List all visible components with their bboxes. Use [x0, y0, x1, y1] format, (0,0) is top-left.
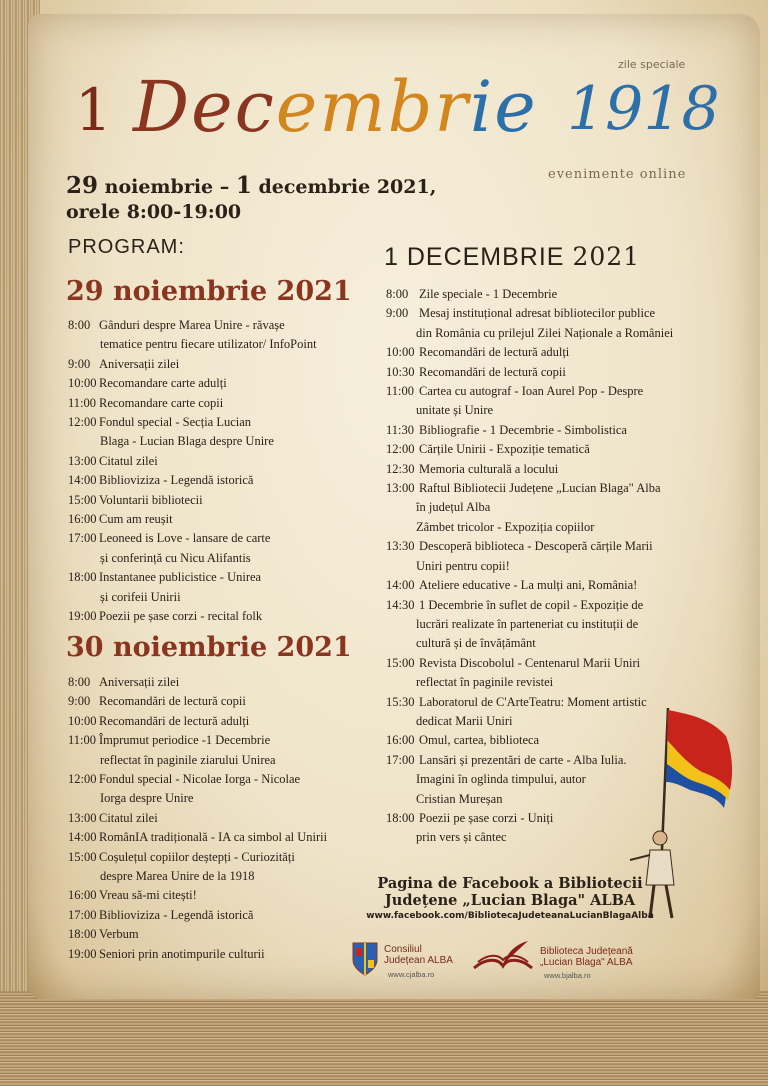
schedule-time: 19:00: [68, 946, 97, 961]
schedule-time: 13:30: [386, 539, 415, 554]
schedule-item: [68, 731, 368, 770]
schedule-item: [386, 537, 736, 576]
figure-arm: [630, 855, 650, 860]
schedule-title: RomânIA tradițională - IA ca simbol al Unirii: [99, 830, 328, 845]
schedule-title: Recomandări de lectură adulți: [99, 713, 250, 728]
dates-end-day: 1: [235, 172, 252, 199]
schedule-title-continued: unitate și Unire: [416, 403, 494, 418]
schedule-time: 10:00: [68, 376, 97, 391]
title-letter: D: [133, 66, 192, 148]
schedule-time: 15:30: [386, 694, 415, 709]
cj-name-1: Consiliul: [384, 944, 422, 955]
schedule-title-continued: Uniri pentru copii!: [416, 558, 510, 573]
schedule-title-continued: despre Marea Unire de la 1918: [100, 869, 255, 884]
schedule-title: Aniversații zilei: [99, 356, 180, 371]
schedule-time: 13:00: [386, 481, 415, 496]
schedule-item: [68, 848, 368, 887]
dates-line-1: [66, 173, 436, 200]
event-dates: [66, 173, 436, 225]
schedule-item: [386, 460, 736, 479]
schedule-item: [386, 440, 736, 459]
bj-name-2: „Lucian Blaga" ALBA: [540, 957, 633, 968]
title-year: 1918: [567, 74, 720, 144]
schedule-item: [68, 471, 368, 490]
schedule-title: Aniversații zilei: [99, 675, 180, 689]
day-heading-29-nov: 29 noiembrie 2021: [66, 276, 352, 307]
schedule-time: 17:00: [386, 752, 415, 767]
schedule-title-continued: Imagini în oglinda timpului, autor: [416, 772, 586, 787]
title-day: 1: [75, 76, 112, 144]
schedule-item: [68, 510, 368, 529]
schedule-title: Cărțile Unirii - Expoziție tematică: [419, 442, 590, 457]
schedule-item: [68, 374, 368, 393]
schedule-time: 9:00: [68, 356, 91, 371]
schedule-item: [386, 343, 736, 362]
schedule-item: [386, 479, 736, 537]
schedule-title: Voluntarii bibliotecii: [99, 492, 203, 507]
schedule-title-continued: Zâmbet tricolor - Expoziția copiilor: [416, 519, 595, 534]
schedule-title: Poezii pe șase corzi - Uniți: [419, 810, 554, 825]
schedule-time: 10:00: [386, 345, 415, 360]
schedule-title: Coșulețul copiilor deștepți - Curiozități: [99, 849, 295, 864]
schedule-time: 11:00: [68, 733, 97, 748]
schedule-item: [68, 692, 368, 711]
schedule-time: 13:00: [68, 453, 97, 468]
schedule-item: [386, 382, 736, 421]
schedule-time: 10:30: [386, 364, 415, 379]
schedule-title: Ateliere educative - La mulți ani, România!: [419, 578, 638, 593]
schedule-title: Lansări și prezentări de carte - Alba Iulia.: [419, 752, 627, 767]
facebook-line-1: Pagina de Facebook a Bibliotecii: [377, 875, 643, 892]
schedule-title: Citatul zilei: [99, 810, 158, 825]
book-page-edges-bottom: [0, 991, 768, 1086]
schedule-title: Laboratorul de C'ArteTeatru: Moment artistic: [419, 694, 647, 709]
title-letter: e: [494, 66, 538, 148]
schedule-item: [68, 925, 368, 944]
schedule-title: Recomandare carte copii: [99, 395, 224, 410]
schedule-title-continued: cultură și de învățământ: [416, 636, 536, 651]
schedule-item: [386, 596, 736, 654]
schedule-title-continued: reflectat în paginile ziarului Unirea: [100, 752, 276, 767]
title-month: [133, 66, 538, 148]
schedule-title: Biblioviziza - Legendă istorică: [99, 473, 254, 488]
dates-hours: orele 8:00-19:00: [66, 201, 242, 223]
schedule-item: [68, 828, 368, 847]
schedule-title: Biblioviziza - Legendă istorică: [99, 907, 254, 922]
title-letter: r: [434, 66, 470, 148]
facebook-block: [360, 875, 660, 921]
schedule-title: Cum am reușit: [99, 512, 173, 527]
schedule-time: 11:00: [386, 384, 415, 399]
schedule-time: 15:00: [386, 655, 415, 670]
title-letter: i: [469, 66, 495, 148]
schedule-item: [68, 529, 368, 568]
cj-name-2: Județean ALBA: [384, 955, 453, 966]
title-letter: e: [275, 66, 320, 148]
title-letter: m: [319, 66, 388, 148]
schedule-title-continued: și conferință cu Nicu Alifantis: [100, 550, 251, 565]
dates-start-month: noiembrie –: [98, 176, 236, 198]
schedule-title: Fondul special - Nicolae Iorga - Nicolae: [99, 772, 301, 787]
schedule-item: [68, 413, 368, 452]
schedule-title: Revista Discobolul - Centenarul Marii Uniri: [419, 655, 641, 670]
schedule-title: Leoneed is Love - lansare de carte: [99, 531, 271, 546]
dates-start-day: 29: [66, 172, 99, 199]
schedule-item: [386, 285, 736, 304]
schedule-time: 18:00: [68, 927, 97, 942]
schedule-title-continued: Cristian Mureșan: [416, 791, 503, 806]
schedule-title: Bibliografie - 1 Decembrie - Simbolistica: [419, 422, 627, 437]
schedule-title: Fondul special - Secția Lucian: [99, 415, 252, 430]
schedule-title: Împrumut periodice -1 Decembrie: [99, 733, 271, 748]
schedule-list-29-nov: [68, 316, 368, 627]
cj-url[interactable]: www.cjalba.ro: [388, 970, 435, 979]
schedule-time: 14:00: [386, 578, 415, 593]
schedule-time: 18:00: [68, 570, 97, 585]
schedule-title-continued: lucrări realizate în parteneriat cu instituții de: [416, 616, 639, 631]
schedule-title-continued: din România cu prilejul Zilei Naționale a României: [416, 325, 674, 340]
schedule-time: 14:00: [68, 830, 97, 845]
schedule-title: 1 Decembrie în suflet de copil - Expoziție de: [419, 597, 644, 612]
schedule-time: 9:00: [386, 306, 409, 321]
schedule-item: [68, 945, 368, 964]
schedule-time: 14:00: [68, 473, 97, 488]
open-book-quill-icon: [472, 940, 534, 972]
schedule-title-continued: și corifeii Unirii: [100, 589, 181, 604]
schedule-time: 16:00: [386, 733, 415, 748]
schedule-item: [68, 607, 368, 626]
schedule-title: Recomandări de lectură adulți: [419, 345, 570, 360]
schedule-title: Raftul Bibliotecii Județene „Lucian Blaga" Alba: [419, 481, 661, 496]
schedule-title-continued: dedicat Marii Uniri: [416, 713, 513, 728]
schedule-item: [68, 673, 368, 692]
schedule-title: Descoperă biblioteca - Descoperă cărțile Marii: [419, 539, 653, 554]
schedule-title: Recomandări de lectură copii: [419, 364, 566, 379]
schedule-item: [386, 421, 736, 440]
schedule-time: 15:00: [68, 849, 97, 864]
schedule-title-continued: în județul Alba: [416, 500, 491, 515]
schedule-title-continued: Blaga - Lucian Blaga despre Unire: [100, 434, 274, 449]
schedule-title-continued: Iorga despre Unire: [100, 791, 194, 806]
schedule-title: Gânduri despre Marea Unire - răvașe: [99, 318, 285, 332]
schedule-item: [68, 491, 368, 510]
schedule-item: [68, 886, 368, 905]
schedule-item: [68, 770, 368, 809]
schedule-time: 8:00: [386, 287, 409, 301]
schedule-time: 11:00: [68, 395, 97, 410]
schedule-time: 12:00: [68, 772, 97, 787]
schedule-time: 12:00: [68, 415, 97, 430]
figure-head: [653, 831, 667, 845]
schedule-title: Memoria culturală a locului: [419, 461, 559, 476]
schedule-time: 8:00: [68, 675, 91, 689]
schedule-time: 16:00: [68, 512, 97, 527]
schedule-time: 12:30: [386, 461, 415, 476]
day-heading-1-dec: [384, 242, 640, 272]
schedule-item: [68, 355, 368, 374]
schedule-time: 9:00: [68, 694, 91, 709]
schedule-time: 13:00: [68, 810, 97, 825]
day-heading-30-nov: 30 noiembrie 2021: [66, 632, 352, 663]
schedule-title: Omul, cartea, biblioteca: [419, 733, 540, 748]
bj-name-1: Biblioteca Județeană: [540, 946, 633, 957]
title-letter: b: [387, 66, 435, 148]
schedule-time: 12:00: [386, 442, 415, 457]
schedule-item: [68, 568, 368, 607]
tag-special-days: zile speciale: [618, 58, 686, 71]
schedule-item: [68, 906, 368, 925]
logo-biblioteca-judeteana: [472, 936, 652, 988]
schedule-item: [386, 304, 736, 343]
schedule-time: 10:00: [68, 713, 97, 728]
schedule-time: 11:30: [386, 422, 415, 437]
schedule-title: Poezii pe șase corzi - recital folk: [99, 609, 263, 624]
schedule-title-continued: tematice pentru fiecare utilizator/ InfoPoint: [100, 337, 317, 352]
schedule-title: Recomandări de lectură copii: [99, 694, 246, 709]
title-letter: c: [234, 66, 276, 148]
dates-end-month: decembrie 2021,: [251, 176, 437, 198]
facebook-url[interactable]: www.facebook.com/BibliotecaJudeteanaLucianBlagaAlba: [366, 911, 654, 921]
schedule-title: Seniori prin anotimpurile culturii: [99, 946, 265, 961]
schedule-time: 8:00: [68, 318, 91, 332]
tag-online-events: evenimente online: [548, 167, 687, 182]
schedule-item: [68, 712, 368, 731]
schedule-time: 18:00: [386, 810, 415, 825]
schedule-item: [386, 654, 736, 693]
schedule-title-continued: prin vers și cântec: [416, 830, 507, 845]
schedule-title: Recomandare carte adulți: [99, 376, 227, 391]
day-heading-1-dec-year: 2021: [572, 242, 641, 271]
schedule-list-30-nov: [68, 673, 368, 964]
program-label: PROGRAM:: [68, 236, 185, 258]
schedule-title-continued: reflectat în paginile revistei: [416, 675, 554, 690]
schedule-title: Cartea cu autograf - Ioan Aurel Pop - Despre: [419, 384, 644, 399]
schedule-title: Instantanee publicistice - Unirea: [99, 570, 262, 585]
schedule-time: 19:00: [68, 609, 97, 624]
day-heading-1-dec-label: 1 DECEMBRIE: [384, 243, 573, 271]
schedule-item: [68, 316, 368, 355]
schedule-title: Vreau să-mi citești!: [99, 888, 197, 903]
schedule-time: 16:00: [68, 888, 97, 903]
schedule-title: Verbum: [99, 927, 139, 942]
figure-leg-right: [666, 885, 672, 918]
schedule-item: [68, 452, 368, 471]
schedule-time: 17:00: [68, 531, 97, 546]
schedule-time: 15:00: [68, 492, 97, 507]
facebook-line-2: Județene „Lucian Blaga" ALBA: [384, 892, 636, 909]
coat-of-arms-icon: [352, 942, 378, 976]
schedule-title: Zile speciale - 1 Decembrie: [419, 287, 558, 301]
logo-consiliul-judetean: [352, 938, 482, 988]
schedule-item: [68, 394, 368, 413]
main-title: [75, 66, 735, 156]
schedule-item: [68, 809, 368, 828]
bj-url[interactable]: www.bjalba.ro: [544, 971, 591, 980]
schedule-item: [386, 576, 736, 595]
schedule-title: Mesaj instituțional adresat bibliotecilor publice: [419, 306, 656, 321]
schedule-time: 14:30: [386, 597, 415, 612]
schedule-title: Citatul zilei: [99, 453, 158, 468]
schedule-item: [386, 363, 736, 382]
schedule-time: 17:00: [68, 907, 97, 922]
title-letter: e: [191, 66, 235, 148]
